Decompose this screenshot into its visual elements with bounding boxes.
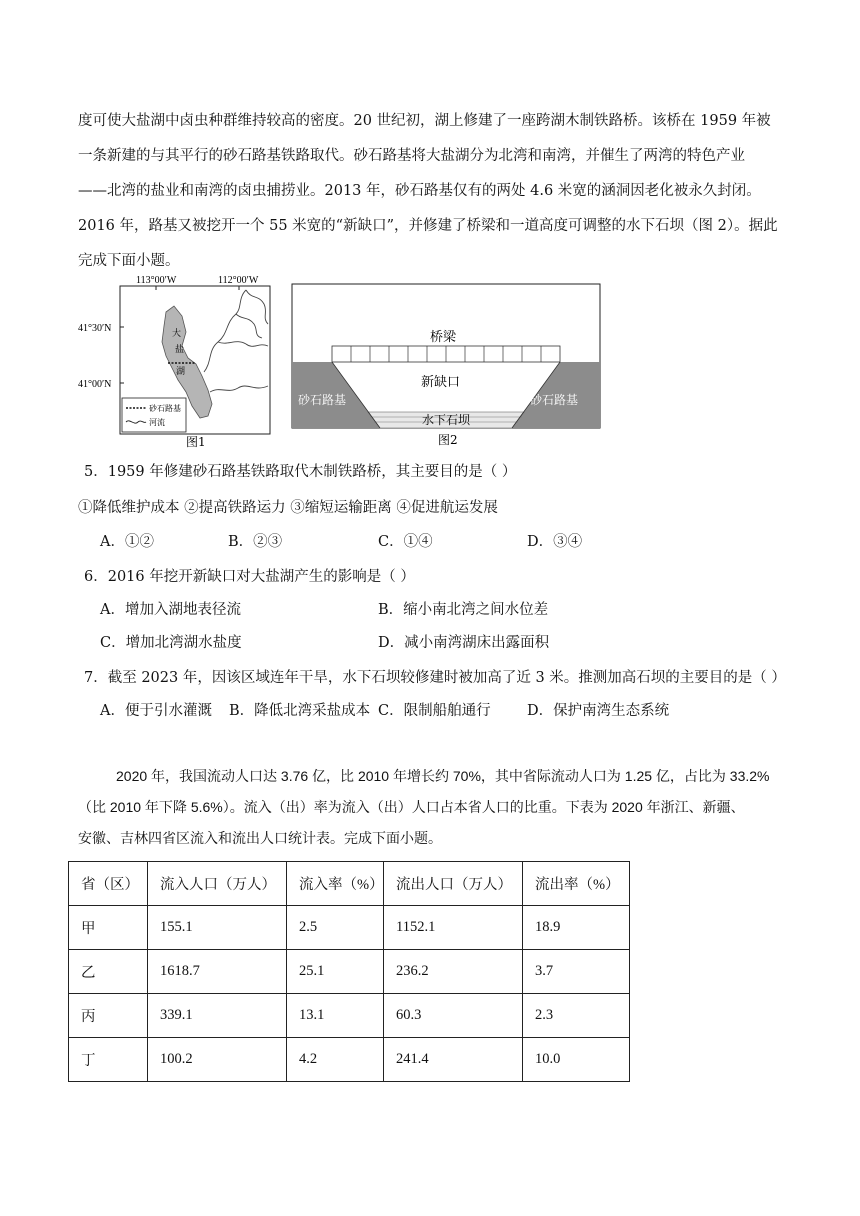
table-cell: 25.1 (287, 950, 384, 994)
figure-1-map (78, 275, 270, 449)
table-header-cell: 流出率（%） (523, 862, 630, 906)
figure-2-section (292, 284, 600, 447)
table-header-cell: 流入人口（万人） (148, 862, 287, 906)
table-cell: 2.3 (523, 994, 630, 1038)
bridge (332, 346, 560, 362)
roadbed-label-right: 砂石路基 (530, 393, 579, 407)
table-header-cell: 流入率（%） (287, 862, 384, 906)
option[interactable]: C．①④ (378, 534, 433, 550)
table-header-cell: 流出人口（万人） (384, 862, 523, 906)
roadbed-label-left: 砂石路基 (298, 393, 347, 407)
option[interactable]: C．增加北湾湖水盐度 (100, 635, 242, 651)
option[interactable]: D．③④ (527, 534, 583, 550)
question-7-stem: 7．截至 2023 年，因该区域连年干旱，水下石坝较修建时被加高了近 3 米。推测加高石坝的主要目的是（ ） (84, 670, 786, 686)
table-cell: 60.3 (384, 994, 523, 1038)
lake-label: 湖 (176, 367, 186, 377)
option[interactable]: B．降低北湾采盐成本 (229, 703, 371, 719)
option[interactable]: A．增加入湖地表径流 (100, 602, 241, 618)
passage-1-line: ——北湾的盐业和南湾的卤虫捕捞业。2013 年，砂石路基仅有的两处 4.6 米宽的涵洞因老化被永久封闭。 (78, 183, 761, 199)
question-6-stem: 6．2016 年挖开新缺口对大盐湖产生的影响是（ ） (84, 569, 415, 585)
table-cell: 1152.1 (384, 906, 523, 950)
lake-label: 大 (172, 329, 182, 339)
lat-label: 41°30′N (78, 323, 112, 334)
table-cell: 155.1 (148, 906, 287, 950)
lon-label: 112°00′W (218, 275, 259, 286)
question-5-stem: 5．1959 年修建砂石路基铁路取代木制铁路桥，其主要目的是（ ） (84, 464, 517, 480)
table-cell: 甲 (69, 906, 148, 950)
question-5-statements: ①降低维护成本 ②提高铁路运力 ③缩短运输距离 ④促进航运发展 (78, 500, 498, 516)
table-row (69, 1038, 630, 1082)
bridge-label: 桥梁 (430, 330, 457, 345)
table-cell: 100.2 (148, 1038, 287, 1082)
option[interactable]: B．缩小南北湾之间水位差 (378, 602, 549, 618)
table-cell: 236.2 (384, 950, 523, 994)
table-cell: 339.1 (148, 994, 287, 1038)
table-cell: 丙 (69, 994, 148, 1038)
option[interactable]: A．①② (100, 534, 154, 550)
table-cell: 丁 (69, 1038, 148, 1082)
figure-caption: 图2 (438, 433, 458, 447)
legend-label: 河流 (149, 418, 165, 427)
passage-1-line: 一条新建的与其平行的砂石路基铁路取代。砂石路基将大盐湖分为北湾和南湾，并催生了两湾的特色产业 (78, 148, 745, 164)
passage-2-line: （比 2010 年下降 5.6%）。流入（出）率为流入（出）人口占本省人口的比重。下表为 2020 年浙江、新疆、 (78, 799, 745, 815)
lake-label: 盐 (175, 345, 185, 355)
table-row (69, 950, 630, 994)
passage-1 (78, 108, 790, 275)
table-row (69, 994, 630, 1038)
option[interactable]: C．限制船舶通行 (378, 703, 491, 719)
figures (78, 272, 579, 449)
lon-label: 113°00′W (136, 275, 177, 286)
passage-1-line: 度可使大盐湖中卤虫种群维持较高的密度。20 世纪初，湖上修建了一座跨湖木制铁路桥。该桥在 1959 年被 (78, 113, 771, 129)
option[interactable]: D．保护南湾生态系统 (527, 703, 670, 719)
table-cell: 18.9 (523, 906, 630, 950)
table-cell: 241.4 (384, 1038, 523, 1082)
table-cell: 4.2 (287, 1038, 384, 1082)
option[interactable]: A．便于引水灌溉 (100, 703, 212, 719)
dam-label: 水下石坝 (422, 413, 471, 427)
gap-label: 新缺口 (421, 375, 461, 390)
table-cell: 1618.7 (148, 950, 287, 994)
table-header-row (69, 862, 630, 906)
table-row (69, 906, 630, 950)
table-cell: 2.5 (287, 906, 384, 950)
passage-1-line: 完成下面小题。 (78, 253, 180, 269)
table-cell: 3.7 (523, 950, 630, 994)
table-header-cell: 省（区） (69, 862, 148, 906)
lat-label: 41°00′N (78, 379, 112, 390)
population-table (68, 861, 630, 1082)
option[interactable]: D．减小南湾湖床出露面积 (378, 635, 550, 651)
passage-1-line: 2016 年，路基又被挖开一个 55 米宽的“新缺口”，并修建了桥梁和一道高度可调整的水下石坝（图 2）。据此 (78, 218, 778, 234)
figure-caption: 图1 (186, 435, 206, 449)
table-cell: 10.0 (523, 1038, 630, 1082)
option[interactable]: B．②③ (228, 534, 283, 550)
passage-2 (78, 763, 798, 852)
passage-2-line: 安徽、吉林四省区流入和流出人口统计表。完成下面小题。 (78, 830, 442, 846)
legend-label: 砂石路基 (149, 404, 181, 413)
table-cell: 乙 (69, 950, 148, 994)
passage-2-line: 2020 年，我国流动人口达 3.76 亿，比 2010 年增长约 70%，其中省际流动人口为 1.25 亿，占比为 33.2% (116, 768, 770, 784)
table-cell: 13.1 (287, 994, 384, 1038)
